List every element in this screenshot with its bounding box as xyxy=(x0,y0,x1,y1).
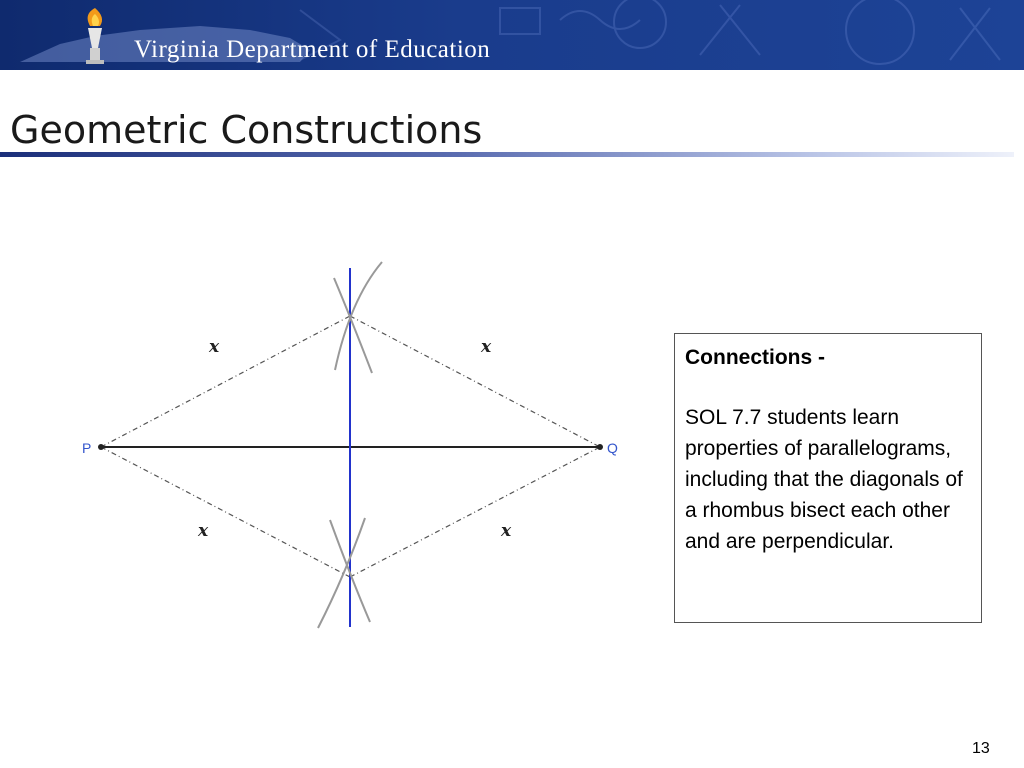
callout-heading: Connections - xyxy=(685,346,825,369)
side-label-top-right: x xyxy=(481,337,492,357)
callout-body: SOL 7.7 students learn properties of parallelograms, including that the diagonals of a rhombus bisect each other and are perpendicular. xyxy=(685,406,963,553)
side-label-bottom-left: x xyxy=(198,521,209,541)
side-label-bottom-right: x xyxy=(501,521,512,541)
arc-top-1 xyxy=(334,278,372,373)
title-underline xyxy=(0,152,1014,157)
page-number: 13 xyxy=(972,740,990,757)
point-p-dot xyxy=(98,444,104,450)
slide-title: Geometric Constructions xyxy=(10,108,483,152)
rhombus-side-top-left xyxy=(101,316,350,447)
rhombus-side-top-right xyxy=(350,316,600,447)
organization-name: Virginia Department of Education xyxy=(134,36,491,63)
label-q: Q xyxy=(607,440,618,456)
side-label-top-left: x xyxy=(209,337,220,357)
label-p: P xyxy=(82,440,92,456)
construction-diagram xyxy=(60,255,640,645)
connections-callout xyxy=(674,333,982,623)
rhombus-side-bottom-right xyxy=(350,447,600,577)
header-banner xyxy=(0,0,1024,70)
rhombus-side-bottom-left xyxy=(101,447,350,577)
point-q-dot xyxy=(597,444,603,450)
arc-top-2 xyxy=(335,262,382,370)
